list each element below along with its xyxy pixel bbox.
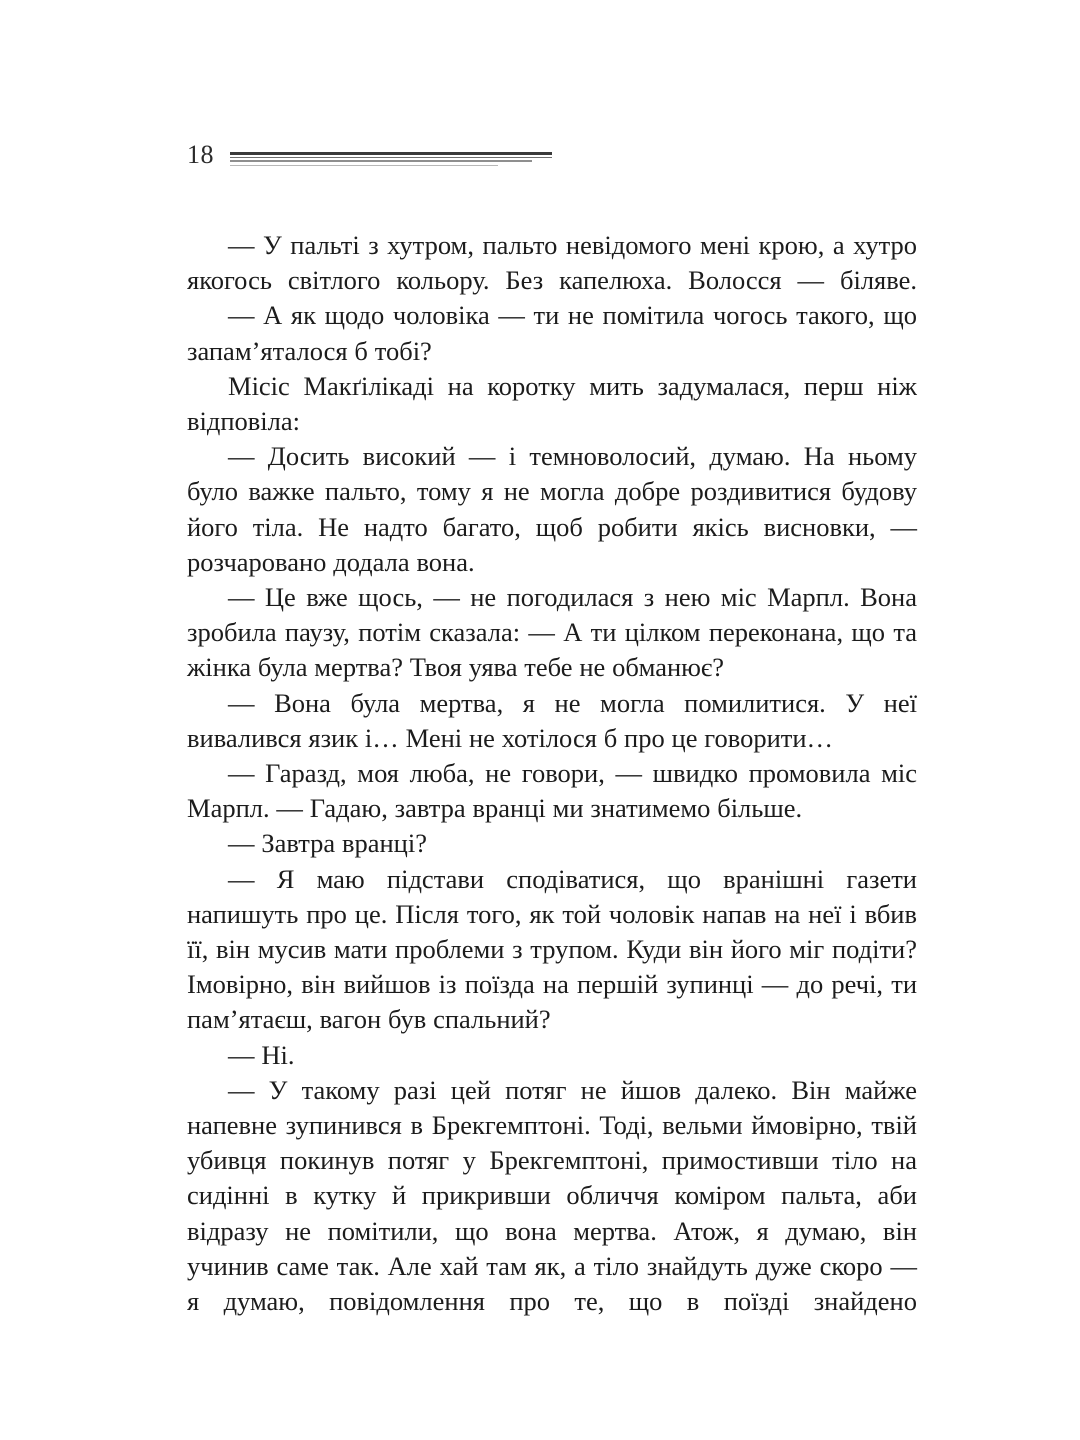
rule-line-2 [230, 157, 552, 158]
paragraph: — Завтра вранці? [228, 828, 427, 859]
rule-line-3 [230, 160, 532, 162]
body-text-block [187, 228, 917, 1319]
paragraph: — Гаразд, моя люба, не говори, — швидко промовила міс Марпл. — Гадаю, завтра вранці ми знатимемо більше. [187, 758, 917, 824]
rule-line-1 [230, 152, 552, 155]
paragraph: — Це вже щось, — не погодилася з нею міс Марпл. Вона зробила паузу, потім сказала: — А ти цілком переконана, що та жінка була мертва? Твоя уява тебе не обманює? [187, 582, 917, 683]
paragraph: Місіс Макґілікаді на коротку мить задумалася, перш ніж відповіла: [187, 370, 917, 437]
page-number: 18 [187, 140, 214, 169]
paragraph: — Досить високий — і темноволосий, думаю. На ньому було важке пальто, тому я не могла добре роздивитися будову його тіла. Не надто багато, щоб робити якісь висновки, — розчаровано додала вона. [187, 441, 917, 577]
paragraph: — У такому разі цей потяг не йшов далеко. Він майже напевне зупинився в Брекгемптоні. Тоді, вельми ймовірно, твій убивця покинув потяг у Брекгемптоні, примостивши тіло на сидінні в кутку й прикривши обличчя коміром пальта, аби відразу не помітили, що вона мертва. Атож, я думаю, він учинив саме так. Але хай там як, а тіло знайдуть дуже скоро — я думаю, повідомлення про те, що в поїзді знайдено [187, 1074, 917, 1317]
header-decorative-rule [230, 152, 917, 174]
paragraph: — Я маю підстави сподіватися, що вранішні газети напишуть про це. Після того, як той чоловік напав на неї і вбив її, він мусив мати проблеми з трупом. Куди він його міг подіти? Імовірно, він вийшов із поїзда на першій зупинці — до речі, ти пам’ятаєш, вагон був спальний? [187, 863, 917, 1035]
paragraph: — У пальті з хутром, пальто невідомого мені крою, а хутро якогось світлого кольору. Без капелюха. Волосся — біляве. [187, 230, 917, 296]
running-head [187, 140, 917, 186]
rule-line-4 [230, 165, 498, 166]
paragraph: — А як щодо чоловіка — ти не помітила чогось такого, що запам’яталося б тобі? [187, 300, 917, 366]
paragraph: — Ні. [228, 1039, 295, 1070]
paragraph: — Вона була мертва, я не могла помилитися. У неї вивалився язик і… Мені не хотілося б про це говорити… [187, 687, 917, 753]
